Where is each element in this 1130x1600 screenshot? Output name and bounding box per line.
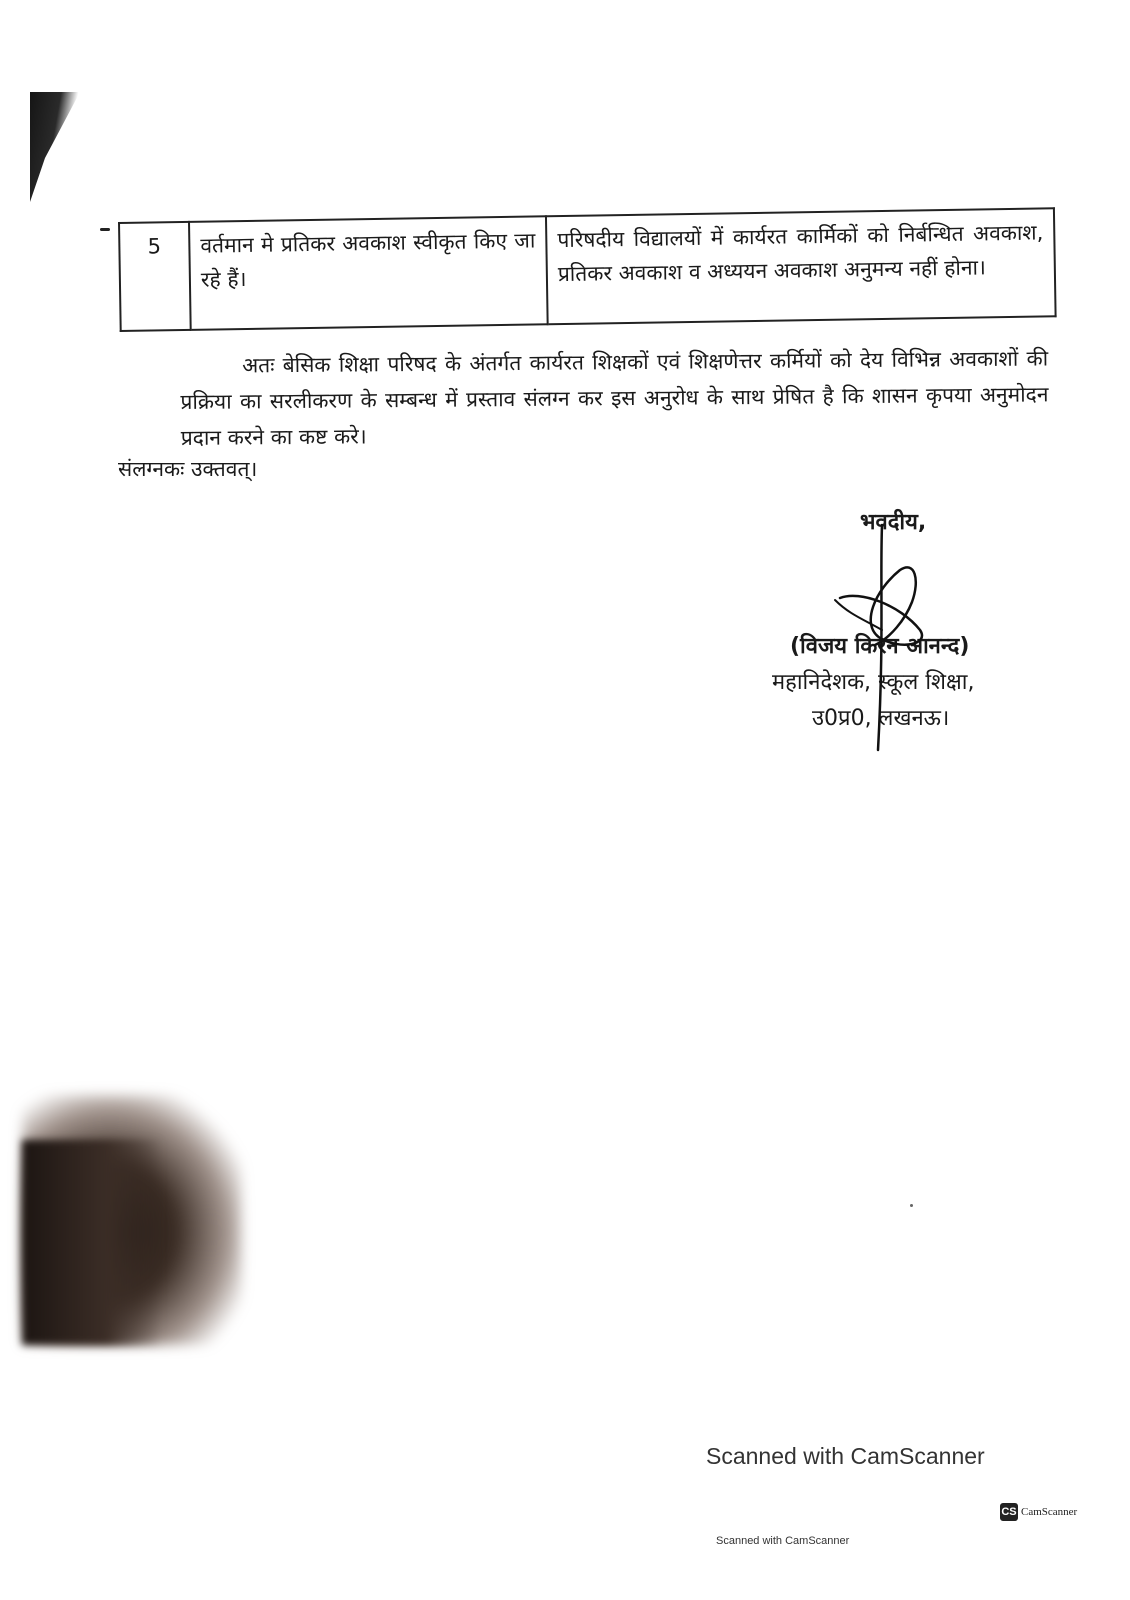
closing-salutation: भवदीय, <box>860 510 927 535</box>
handwritten-signature <box>820 520 950 760</box>
proposal-cell: परिषदीय विद्यालयों में कार्यरत कार्मिकों को निर्बन्धित अवकाश, प्रतिकर अवकाश व अध्ययन अवकाश अनुमन्य नहीं होना। <box>546 208 1056 324</box>
attachment-note: संलग्नकः उक्तवत्। <box>118 457 258 481</box>
camscanner-badge-icon: CS <box>1000 1503 1018 1521</box>
table-row <box>119 208 1056 331</box>
current-status-cell: वर्तमान मे प्रतिकर अवकाश स्वीकृत किए जा रहे हैं। <box>189 216 548 330</box>
leave-table-grid <box>118 207 1057 332</box>
camscanner-small-watermark: Scanned with CamScanner <box>716 1535 850 1547</box>
camscanner-logo <box>1000 1503 1077 1521</box>
scan-edge-shadow <box>30 92 80 202</box>
scan-mark <box>100 228 110 231</box>
scan-speck <box>910 1204 913 1207</box>
row-number: 5 <box>119 222 191 331</box>
leave-table <box>118 207 1057 332</box>
camscanner-logo-text: CamScanner <box>1021 1506 1078 1518</box>
signatory-name: (विजय किरन आनन्द) <box>790 634 970 659</box>
body-paragraph-text: अतः बेसिक शिक्षा परिषद के अंतर्गत कार्यरत शिक्षकों एवं शिक्षणेत्तर कर्मियों को देय विभिन्न अवकाशों की प्रक्रिया का सरलीकरण के सम्बन्ध में प्रस्ताव संलग्न कर इस अनुरोध के साथ प्रेषित है कि शासन कृपया अनुमोदन प्रदान करने का कष्ट करे। <box>180 346 1049 450</box>
body-paragraph <box>180 340 1049 456</box>
scan-blur-shadow-core <box>22 1140 162 1345</box>
signatory-place: उ0प्र0, लखनऊ। <box>812 706 950 731</box>
camscanner-watermark: Scanned with CamScanner <box>706 1443 985 1469</box>
signatory-designation: महानिदेशक, स्कूल शिक्षा, <box>772 670 975 695</box>
